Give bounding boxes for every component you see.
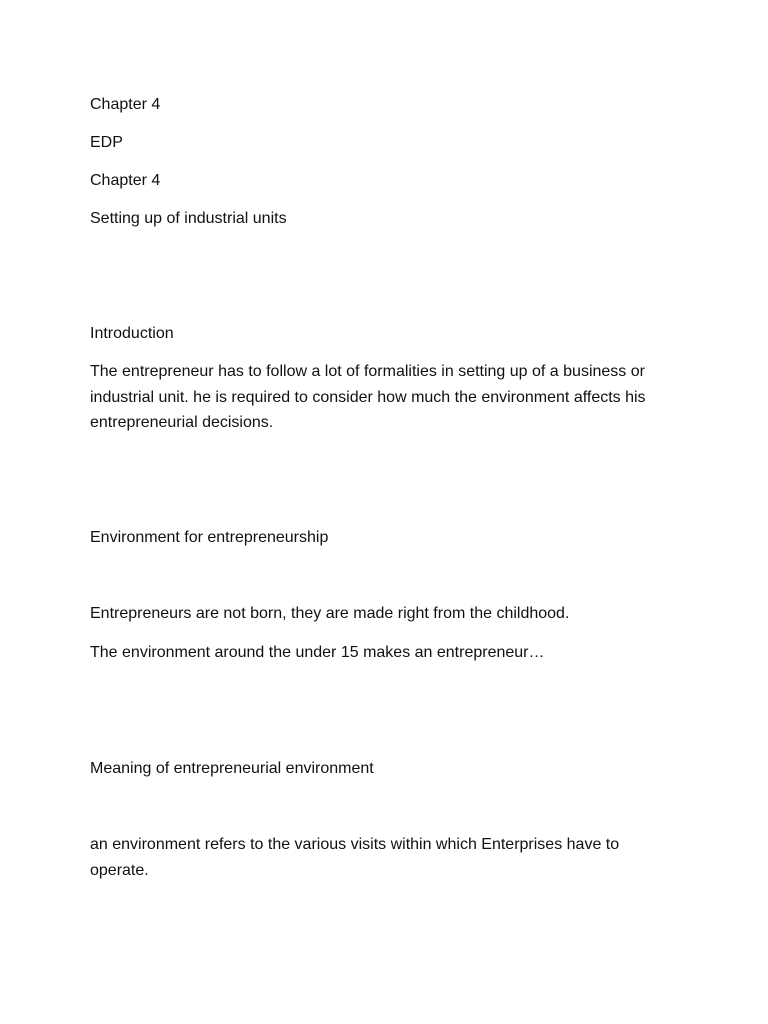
chapter-title: Setting up of industrial units	[90, 210, 287, 227]
environment-paragraph-2: The environment around the under 15 makes an entrepreneur…	[90, 644, 545, 661]
chapter-label: Chapter 4	[90, 96, 161, 113]
meaning-heading: Meaning of entrepreneurial environment	[90, 760, 374, 777]
intro-heading: Introduction	[90, 325, 174, 342]
intro-paragraph: The entrepreneur has to follow a lot of formalities in setting up of a business or industrial unit. he is required to consider how much the environment affects his entrepreneurial decisions.	[90, 363, 646, 431]
meaning-paragraph: an environment refers to the various visits within which Enterprises have to operate.	[90, 836, 620, 879]
chapter-label-repeat: Chapter 4	[90, 172, 161, 189]
environment-paragraph-1: Entrepreneurs are not born, they are made right from the childhood.	[90, 605, 570, 622]
environment-heading: Environment for entrepreneurship	[90, 529, 329, 546]
subject-label: EDP	[90, 134, 123, 151]
